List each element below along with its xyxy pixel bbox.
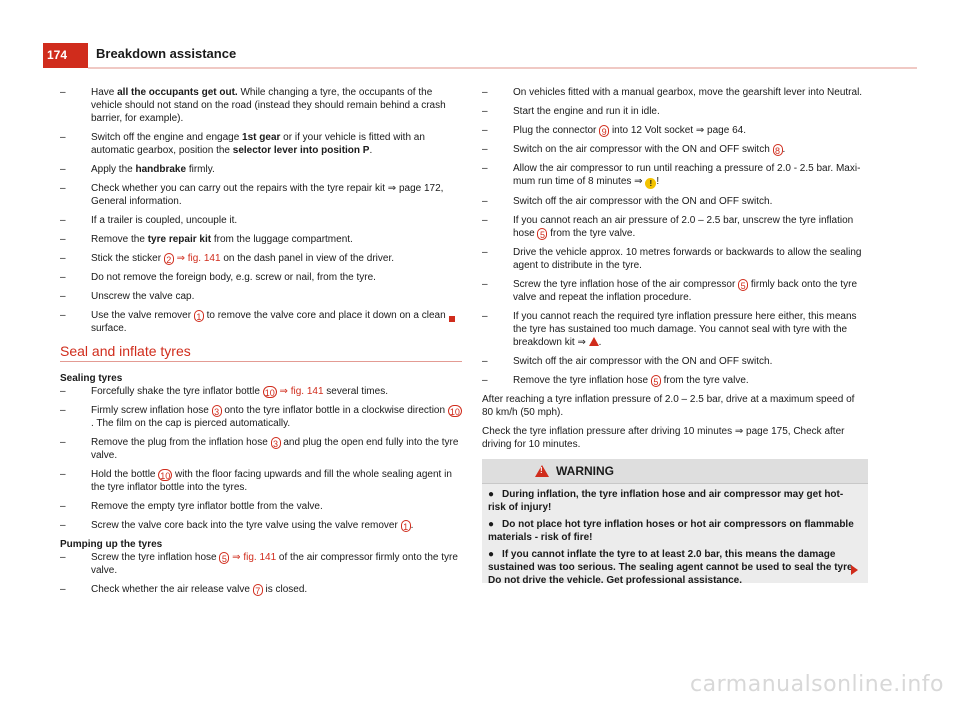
right-column [482,86,868,457]
dash-bullet: – [482,125,488,136]
list-item [60,252,462,265]
list-item [482,86,868,99]
list-item [60,309,462,335]
warning-title: WARNING [556,464,614,478]
list-item [482,310,868,349]
dash-bullet: – [60,437,66,448]
callout-number: 10 [160,471,171,481]
list-item [60,468,462,494]
left-instruction-list [60,86,462,341]
item-text: Switch on the air compressor with the ON and OFF switch [513,144,773,155]
list-item [60,385,462,398]
item-text: several times. [323,386,388,397]
dash-bullet: – [482,106,488,117]
warning-header [482,459,868,484]
item-text: On vehicles fitted with a manual gearbox, move the gearshift lever into Neutral. [513,87,863,98]
list-item [60,551,462,577]
dash-bullet: – [60,253,66,264]
dash-bullet: – [60,291,66,302]
dash-bullet: – [60,584,66,595]
dash-bullet: – [60,405,66,416]
item-text: firmly. [186,164,215,175]
list-item [482,278,868,304]
item-text: Screw the tyre inflation hose [91,552,220,563]
item-text: Have [91,87,118,98]
pumping-subheading: Pumping up the tyres [60,539,163,550]
dash-bullet: – [482,279,488,290]
figure-link: ⇒ fig. 141 [229,552,277,563]
item-bold-text: handbrake [135,164,187,175]
warning-icon [589,337,599,346]
item-text: . The film on the cap is pierced automatically. [91,418,291,429]
item-text: . [598,337,602,348]
item-text: Remove the empty tyre inflator bottle from the valve. [91,501,323,512]
dash-bullet: – [482,215,488,226]
dash-bullet: – [60,234,66,245]
item-text: on the dash panel in view of the driver. [220,253,395,264]
item-text: Stick the sticker [91,253,164,264]
item-text: While changing a tyre, the occupants of the vehicle should not stand on the road (instead they should remain behind a crash barrier, for example). [91,87,446,124]
warning-item: ● If you cannot inflate the tyre to at least 2.0 bar, this means the damage sustained was too serious. The sealing agent cannot be used to seal the tyre. Do not drive the vehicle. Get professional assistance. [488,549,856,586]
dash-bullet: – [60,386,66,397]
item-text: Start the engine and run it in idle. [513,106,660,117]
item-text: from the tyre valve. [547,228,636,239]
page-header [0,0,960,72]
item-text: is closed. [262,584,308,595]
warning-item: ● During inflation, the tyre inflation hose and air compressor may get hot- risk of injury! [488,489,844,513]
dash-bullet: – [60,132,66,143]
page-number: 174 [43,43,88,68]
right-instruction-list [482,86,868,387]
callout-number: 5 [219,552,229,564]
item-text: Screw the valve core back into the tyre valve using the valve remover [91,520,401,531]
item-text: If a trailer is coupled, uncouple it. [91,215,238,226]
item-text: Drive the vehicle approx. 10 metres forwards or backwards to allow the sealing agent to distribute in the tyre. [513,247,862,271]
list-item [60,86,462,125]
dash-bullet: – [482,247,488,258]
callout-number: 1 [401,520,411,532]
item-text: Forcefully shake the tyre inflator bottle [91,386,263,397]
list-item [60,583,462,596]
item-text: ! [656,176,660,187]
warning-triangle-icon [535,465,549,477]
pumping-list [60,551,462,596]
list-item [60,290,462,303]
item-text: Remove the [91,234,148,245]
dash-bullet: – [60,469,66,480]
item-text: onto the tyre inflator bottle in a clockwise direction [221,405,448,416]
seal-inflate-section [60,372,462,602]
callout-number: 3 [271,437,281,449]
list-item [60,131,462,157]
list-item [60,214,462,227]
item-text: with the floor facing upwards and fill the whole sealing agent in the tyre inflator bottle into the tyres. [91,469,452,493]
dash-bullet: – [482,356,488,367]
figure-link: ⇒ fig. 141 [173,253,221,264]
sealing-list [60,385,462,532]
dash-bullet: – [60,183,66,194]
item-text: Plug the connector [513,125,600,136]
note-icon: ! [645,178,656,189]
dash-bullet: – [482,196,488,207]
list-item [60,163,462,176]
item-text: Do not remove the foreign body, e.g. screw or nail, from the tyre. [91,272,376,283]
item-text: Unscrew the valve cap. [91,291,195,302]
callout-number: 10 [264,388,275,398]
item-text: into 12 Volt socket ⇒ page 64. [609,125,746,136]
dash-bullet: – [482,163,488,174]
dash-bullet: – [60,501,66,512]
item-text: from the luggage compartment. [211,234,353,245]
item-text: Remove the tyre inflation hose [513,375,651,386]
warning-box [482,459,868,586]
item-text: Switch off the engine and engage [91,132,243,143]
item-bold-text: 1st gear [242,132,281,143]
list-item [60,182,462,208]
list-item [482,355,868,368]
list-item [60,233,462,246]
dash-bullet: – [60,215,66,226]
check-paragraph: Check the tyre inflation pressure after driving 10 minutes ⇒ page 175, Check after driving for 10 minutes. [482,426,845,450]
list-item [482,124,868,137]
list-item [60,404,462,430]
section-title: Breakdown assistance [96,46,237,61]
list-item [482,374,868,387]
dash-bullet: – [60,520,66,531]
item-text: Use the valve remover [91,310,194,321]
figure-link: ⇒ fig. 141 [276,386,324,397]
watermark: carmanualsonline.info [690,672,944,697]
dash-bullet: – [60,272,66,283]
callout-number: 1 [194,310,204,322]
callout-number: 9 [599,125,609,137]
item-text: If you cannot reach the required tyre inflation pressure here either, this means the tyre has sustained too much damage. You cannot seal with tyre with the breakdown kit ⇒ [513,311,857,348]
callout-number: 3 [212,405,222,417]
callout-number: 5 [651,375,661,387]
list-item [482,214,868,240]
dash-bullet: – [482,311,488,322]
dash-bullet: – [482,144,488,155]
dash-bullet: – [482,375,488,386]
callout-number: 5 [738,279,748,291]
item-text: If you cannot reach an air pressure of 2.0 – 2.5 bar, unscrew the tyre inflation hose [513,215,854,239]
callout-number: 5 [537,228,547,240]
dash-bullet: – [60,310,66,321]
header-divider [88,67,917,69]
callout-number: 8 [773,144,783,156]
item-text: Allow the air compressor to run until reaching a pressure of 2.0 - 2.5 bar. Maximum run time of 8 minutes ⇒ [513,163,861,187]
warning-item: ● Do not place hot tyre inflation hoses or hot air compressors on flammable materials - risk of fire! [488,519,854,543]
list-item [482,195,868,208]
item-text: to remove the valve core and place it down on a clean surface. [91,310,446,334]
end-marker-icon [449,316,455,322]
list-item [60,500,462,513]
seal-inflate-heading: Seal and inflate tyres [60,343,191,359]
warning-body [482,484,868,587]
item-text: Remove the plug from the inflation hose [91,437,271,448]
sealing-subheading: Sealing tyres [60,373,123,384]
item-text: and plug the open end fully into the tyre valve. [91,437,459,461]
item-text: firmly back onto the tyre valve and repeat the inflation procedure. [513,279,858,303]
dash-bullet: – [60,552,66,563]
item-text: . [410,520,414,531]
item-text: Apply the [91,164,136,175]
item-text: from the tyre valve. [660,375,749,386]
item-text: of the air compressor firmly onto the tyre valve. [91,552,458,576]
dash-bullet: – [60,87,66,98]
dash-bullet: – [482,87,488,98]
item-text: Check whether the air release valve [91,584,253,595]
callout-number: 7 [253,584,263,596]
item-text: . [782,144,786,155]
callout-number: 10 [449,407,460,417]
item-text: Screw the tyre inflation hose of the air compressor [513,279,739,290]
seal-heading-divider [60,361,462,362]
item-text: Firmly screw inflation hose [91,405,212,416]
item-bold-text: all the occupants get out. [117,87,238,98]
list-item [60,271,462,284]
list-item [60,436,462,462]
item-text: . [369,145,373,156]
item-bold-text: selector lever into position P [232,145,370,156]
item-text: Hold the bottle [91,469,159,480]
continue-arrow-icon [851,565,858,575]
item-text: or if your vehicle is fitted with an automatic gearbox, position the [91,132,425,156]
item-text: Check whether you can carry out the repairs with the tyre repair kit ⇒ page 172, General information. [91,183,444,207]
item-text: Switch off the air compressor with the ON and OFF switch. [513,356,773,367]
callout-number: 2 [164,253,174,265]
speed-paragraph: After reaching a tyre inflation pressure of 2.0 – 2.5 bar, drive at a maximum speed of 80 km/h (50 mph). [482,394,855,418]
list-item [482,162,868,189]
list-item [482,105,868,118]
item-text: Switch off the air compressor with the ON and OFF switch. [513,196,773,207]
dash-bullet: – [60,164,66,175]
list-item [482,143,868,156]
list-item [60,519,462,532]
item-bold-text: tyre repair kit [147,234,212,245]
list-item [482,246,868,272]
